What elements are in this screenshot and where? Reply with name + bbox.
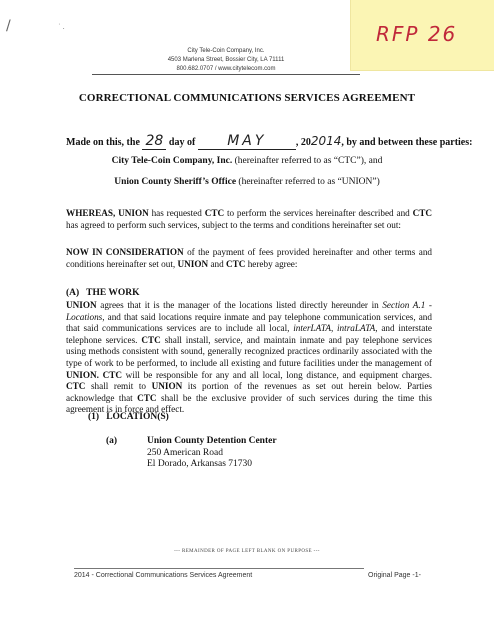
- margin-dots: ˙ .: [58, 22, 65, 31]
- consideration-text-1: of the payment of fees provided hereinafter and other terms and conditions hereinafter set out,: [66, 247, 433, 269]
- consideration-clause: [66, 247, 432, 270]
- section-a-body: [66, 300, 432, 416]
- party-ctc-name: City Tele-Coin Company, Inc.: [111, 156, 233, 166]
- consideration-text-3: hereby agree:: [245, 258, 298, 269]
- consideration-ctc: CTC: [226, 258, 246, 269]
- consideration-lead: NOW IN CONSIDERATION: [66, 247, 184, 257]
- day-field: 28: [142, 133, 166, 150]
- day-of-label: day of: [168, 137, 196, 148]
- party-union-name: Union County Sheriff’s Office: [114, 177, 237, 187]
- work-union-2: UNION.: [66, 369, 99, 380]
- whereas-ctc-2: CTC: [412, 208, 432, 218]
- work-text-2: , and that said locations require inmate and pay telephone communication services, and that said communications services are to include all local,: [66, 311, 432, 334]
- locations-heading: (1) LOCATION(S): [88, 412, 169, 422]
- footer-page-number: Original Page -1-: [368, 572, 421, 579]
- work-interlata: interLATA: [293, 323, 331, 334]
- consideration-text-2: and: [208, 258, 226, 269]
- letterhead: [92, 47, 360, 74]
- margin-mark: /: [6, 18, 11, 34]
- party-union: [0, 177, 494, 187]
- whereas-clause: [66, 208, 432, 231]
- section-a-heading: (A) THE WORK: [66, 288, 140, 298]
- work-union-1: UNION: [66, 300, 97, 310]
- made-on-suffix: , by and between these parties:: [341, 137, 473, 148]
- agreement-title: CORRECTIONAL COMMUNICATIONS SERVICES AGREEMENT: [78, 92, 416, 104]
- footer-title: 2014 - Correctional Communications Services Agreement: [74, 572, 253, 579]
- letterhead-company: City Tele-Coin Company, Inc.: [187, 48, 265, 54]
- work-text-9: its portion of the revenues as set out herein below. Parties acknowledge that: [66, 381, 432, 403]
- whereas-text-1: has requested: [148, 208, 205, 218]
- work-text-3: ,: [330, 323, 337, 334]
- work-text-5: shall install, service, and maintain inmate and pay telephone services using methods consistent with sound, generally recognized practices ordinarily associated with the type of work to be performed, to include all existing and future facilities under the management of: [66, 334, 432, 368]
- made-on-prefix: Made on this, the: [66, 137, 140, 148]
- work-text-4: , and interstate telephone services.: [66, 323, 432, 345]
- year-prefix: , 20: [295, 137, 311, 148]
- work-ctc-4: CTC: [137, 392, 157, 403]
- whereas-text-2: to perform the services hereinafter described and: [224, 208, 413, 218]
- location-city: El Dorado, Arkansas 71730: [147, 459, 253, 469]
- sticky-note-text: RFP 26: [376, 22, 458, 46]
- letterhead-rule: [92, 74, 360, 75]
- whereas-text-3: has agreed to perform such services, subject to the terms and conditions hereinafter set out:: [66, 219, 401, 230]
- work-text-1: agrees that it is the manager of the locations listed directly hereunder in: [96, 300, 383, 310]
- work-ctc-1: CTC: [141, 334, 161, 345]
- year-field: 2014: [310, 134, 342, 148]
- location-name: Union County Detention Center: [147, 436, 277, 446]
- location-block: [147, 436, 277, 471]
- footer-rule: [74, 568, 364, 569]
- work-text-7: will be responsible for any and all local, long distance, and equipment charges.: [122, 369, 433, 380]
- work-ctc-3: CTC: [66, 381, 86, 392]
- work-section-ref: Section A.1 - Locations: [66, 300, 432, 322]
- whereas-lead: WHEREAS, UNION: [66, 208, 149, 218]
- letterhead-address: 4503 Marlena Street, Bossier City, LA 71111: [167, 57, 285, 63]
- party-ctc-rest: (hereinafter referred to as “CTC”), and: [232, 156, 383, 166]
- work-intralata: intraLATA: [337, 323, 376, 334]
- month-field: MAY: [198, 133, 296, 150]
- work-text-10: shall be the exclusive provider of such services during the time this agreement is in force and effect.: [66, 392, 432, 415]
- location-street: 250 American Road: [147, 447, 223, 458]
- consideration-union: UNION: [177, 258, 209, 269]
- party-ctc: [0, 156, 494, 166]
- letterhead-contact: 800.682.0707 / www.citytelecom.com: [176, 66, 276, 72]
- work-text-8: shall remit to: [85, 381, 152, 392]
- work-union-3: UNION: [151, 381, 183, 392]
- made-on-line: [66, 133, 473, 150]
- remainder-note: --- REMAINDER OF PAGE LEFT BLANK ON PURPOSE ---: [174, 549, 320, 554]
- whereas-ctc-1: CTC: [204, 208, 225, 218]
- party-union-rest: (hereinafter referred to as “UNION”): [236, 177, 380, 187]
- location-label: (a): [106, 436, 118, 446]
- work-ctc-2: CTC: [102, 369, 123, 380]
